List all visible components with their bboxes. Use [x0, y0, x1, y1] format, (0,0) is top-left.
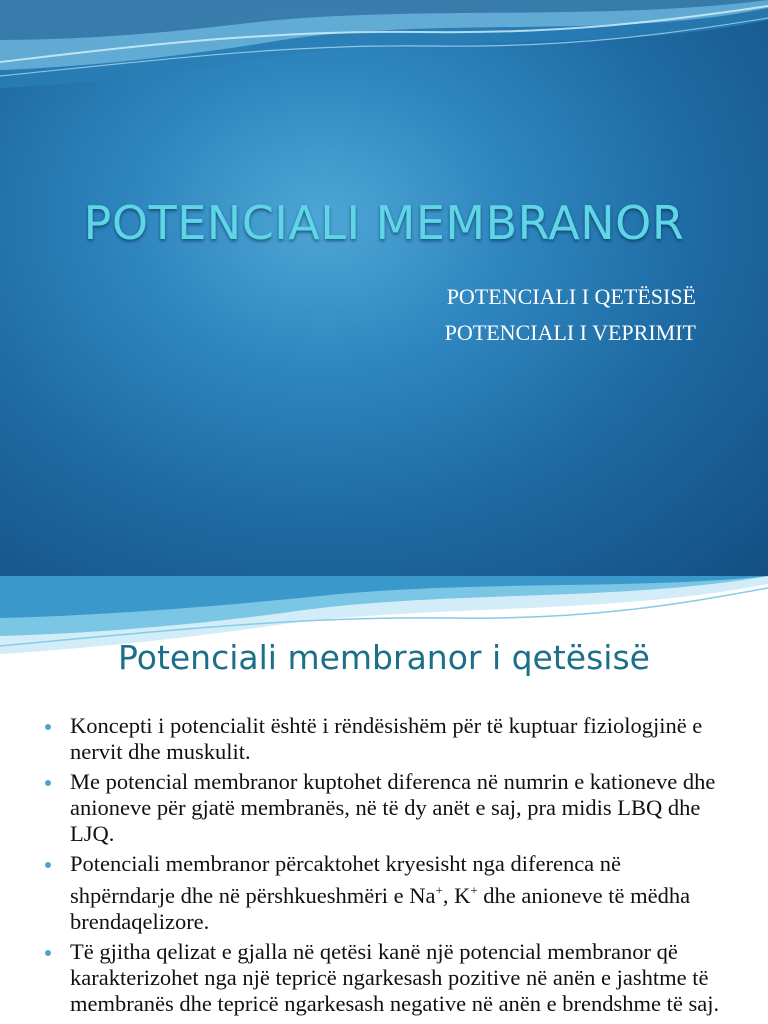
list-item	[44, 851, 724, 935]
bullet-text: Koncepti i potencialit është i rëndësishëm për të kuptuar fiziologjinë e nervit dhe muskulit.	[70, 713, 703, 764]
slide-heading: Potenciali membranor i qetësisë	[118, 638, 650, 677]
list-item	[44, 769, 724, 847]
subtitle-line-2: POTENCIALI I VEPRIMIT	[444, 320, 696, 345]
bullet-icon	[45, 950, 51, 956]
bullet-icon	[45, 724, 51, 730]
slide-title: POTENCIALI MEMBRANOR	[83, 196, 685, 250]
list-item	[44, 939, 724, 1017]
bullet-icon	[45, 780, 51, 786]
content-slide	[0, 576, 768, 1024]
bullet-text: Të gjitha qelizat e gjalla në qetësi kanë një potencial membranor që karakterizohet nga një tepricë ngarkesash pozitive në anën e jashtme të membranës dhe tepricë ngarkesash negative në anën e brendshme të saj.	[70, 938, 720, 1016]
bullet-text: Me potencial membranor kuptohet diferenca në numrin e kationeve dhe anioneve për gjatë membranës, në të dy anët e saj, pra midis LBQ dhe LJQ.	[70, 769, 716, 846]
wave-decoration	[0, 0, 768, 110]
subtitle-line-1: POTENCIALI I QETËSISË	[446, 284, 696, 309]
bullet-list	[44, 713, 724, 1021]
bullet-icon	[45, 862, 51, 868]
bullet-text: Potenciali membranor përcaktohet kryesisht nga diferenca në shpërndarje dhe në përshkueshmëri e Na+, K+ dhe anioneve të mëdha brendaqelizore.	[70, 851, 691, 934]
list-item	[44, 713, 724, 765]
